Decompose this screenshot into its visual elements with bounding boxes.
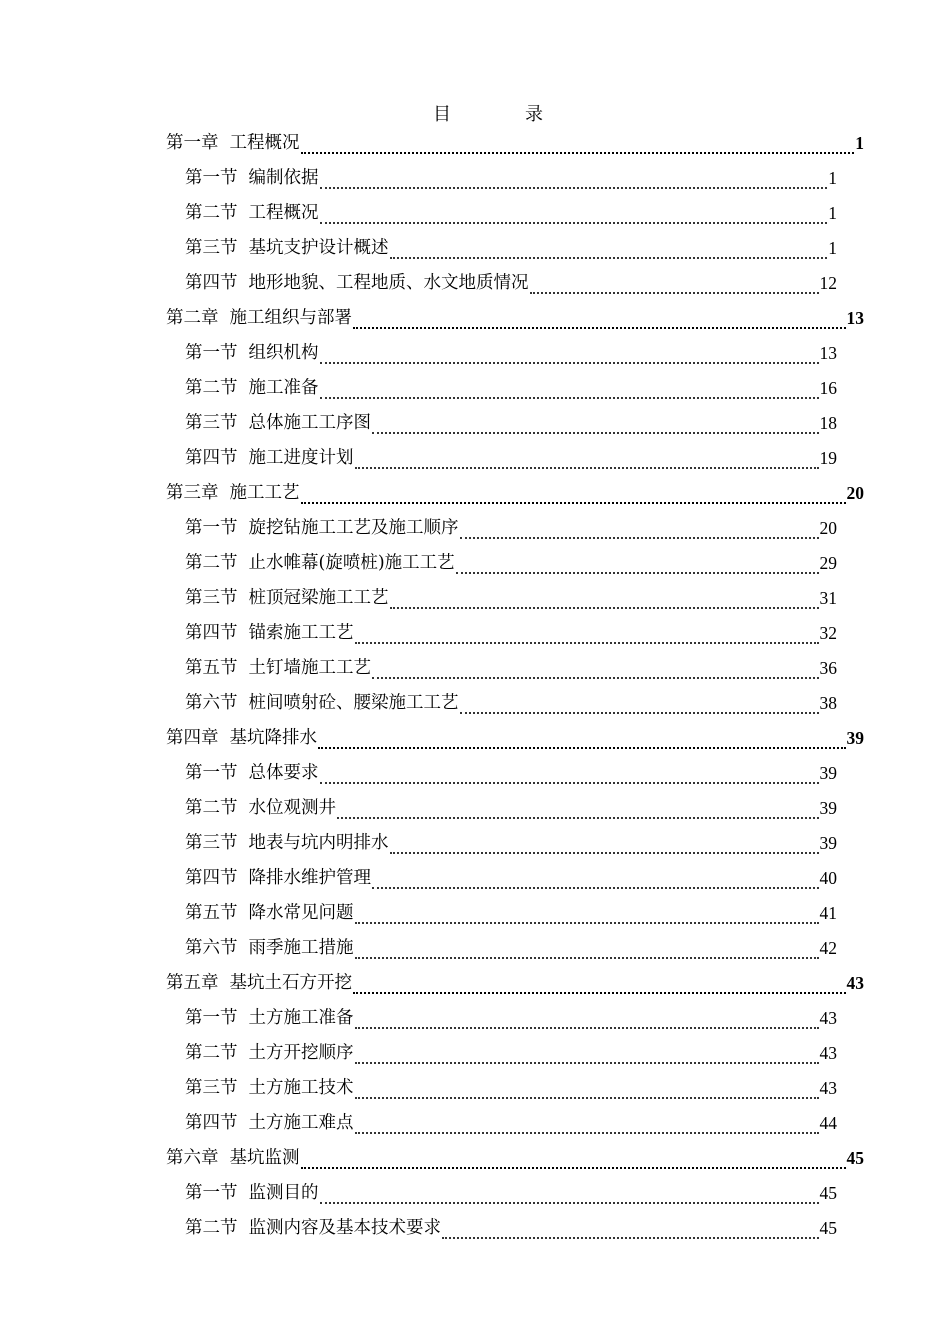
toc-entry-title: 总体要求: [248, 762, 319, 783]
toc-entry-number: 第五节: [185, 902, 238, 923]
dot-leader: [530, 291, 819, 294]
toc-entry-title: 施工准备: [248, 377, 319, 398]
toc-entry-label: [185, 1217, 441, 1239]
toc-entry-title: 地表与坑内明排水: [248, 832, 389, 853]
toc-section-entry[interactable]: [0, 860, 837, 895]
toc-page-number: 39: [819, 762, 837, 783]
toc-section-entry[interactable]: [0, 370, 837, 405]
toc-entry-label: [185, 867, 371, 889]
dot-leader: [390, 256, 828, 259]
toc-entry-number: 第二节: [185, 377, 238, 398]
toc-entry-title: 施工进度计划: [248, 447, 354, 468]
dot-leader: [320, 186, 828, 189]
toc-entry-label: [166, 482, 300, 504]
toc-page-number: 13: [846, 307, 864, 328]
toc-entry-number: 第一章: [166, 132, 219, 153]
dot-leader: [355, 1096, 819, 1099]
toc-entry-label: [166, 1147, 300, 1169]
dot-leader: [355, 956, 819, 959]
toc-page-number: 40: [819, 867, 837, 888]
toc-page-number: 19: [819, 447, 837, 468]
toc-chapter-entry[interactable]: [0, 300, 864, 335]
toc-page-number: 39: [819, 832, 837, 853]
toc-section-entry[interactable]: [0, 825, 837, 860]
toc-entry-number: 第三节: [185, 587, 238, 608]
dot-leader: [355, 1026, 819, 1029]
toc-entry-title: 降水常见问题: [248, 902, 354, 923]
toc-entry-title: 土方施工难点: [248, 1112, 354, 1133]
toc-entry-title: 施工组织与部署: [229, 307, 352, 328]
toc-entry-label: [185, 272, 529, 294]
toc-entry-number: 第二节: [185, 797, 238, 818]
toc-page-number: 38: [819, 692, 837, 713]
toc-entry-label: [185, 1042, 354, 1064]
toc-entry-title: 总体施工工序图: [248, 412, 371, 433]
toc-page-number: 41: [819, 902, 837, 923]
toc-entry-number: 第三节: [185, 412, 238, 433]
toc-page-number: 42: [819, 937, 837, 958]
dot-leader: [320, 396, 819, 399]
toc-entry-title: 编制依据: [248, 167, 319, 188]
toc-entry-number: 第一节: [185, 1007, 238, 1028]
toc-entry-label: [185, 517, 459, 539]
toc-section-entry[interactable]: [0, 790, 837, 825]
toc-section-entry[interactable]: [0, 265, 837, 300]
toc-entry-number: 第六节: [185, 692, 238, 713]
toc-entry-title: 监测内容及基本技术要求: [248, 1217, 441, 1238]
toc-section-entry[interactable]: [0, 755, 837, 790]
toc-page-number: 43: [819, 1007, 837, 1028]
toc-entry-number: 第六章: [166, 1147, 219, 1168]
dot-leader: [460, 536, 819, 539]
toc-page-number: 1: [828, 202, 837, 223]
dot-leader: [355, 1131, 819, 1134]
dot-leader: [353, 991, 846, 994]
dot-leader: [442, 1236, 819, 1239]
toc-entry-number: 第一节: [185, 1182, 238, 1203]
toc-entry-number: 第六节: [185, 937, 238, 958]
toc-entry-label: [185, 762, 319, 784]
toc-section-entry[interactable]: [0, 160, 837, 195]
toc-chapter-entry[interactable]: [0, 1140, 864, 1175]
toc-chapter-entry[interactable]: [0, 475, 864, 510]
toc-section-entry[interactable]: [0, 580, 837, 615]
toc-entry-number: 第二节: [185, 1217, 238, 1238]
toc-entry-label: [185, 622, 354, 644]
dot-leader: [390, 606, 819, 609]
toc-entry-title: 工程概况: [229, 132, 300, 153]
dot-leader: [456, 571, 819, 574]
dot-leader: [353, 326, 846, 329]
toc-section-entry[interactable]: [0, 195, 837, 230]
dot-leader: [355, 641, 819, 644]
toc-page-number: 44: [819, 1112, 837, 1133]
toc-entry-number: 第三节: [185, 237, 238, 258]
toc-page-number: 36: [819, 657, 837, 678]
toc-chapter-entry[interactable]: [0, 720, 864, 755]
toc-entry-label: [185, 237, 389, 259]
toc-page-number: 45: [846, 1147, 864, 1168]
toc-section-entry[interactable]: [0, 545, 837, 580]
toc-entry-title: 降排水维护管理: [248, 867, 371, 888]
toc-entry-title: 土钉墙施工工艺: [248, 657, 371, 678]
toc-entry-label: [185, 1077, 354, 1099]
toc-page-number: 20: [819, 517, 837, 538]
toc-entry-label: [185, 377, 319, 399]
toc-entry-number: 第三节: [185, 832, 238, 853]
toc-section-entry[interactable]: [0, 650, 837, 685]
toc-section-entry[interactable]: [0, 1070, 837, 1105]
toc-page-number: 39: [846, 727, 864, 748]
toc-section-entry[interactable]: [0, 405, 837, 440]
toc-entry-label: [185, 412, 371, 434]
dot-leader: [320, 1201, 819, 1204]
toc-entry-title: 土方施工准备: [248, 1007, 354, 1028]
toc-entry-title: 土方开挖顺序: [248, 1042, 354, 1063]
dot-leader: [301, 1166, 846, 1169]
toc-entry-number: 第四节: [185, 447, 238, 468]
toc-section-entry[interactable]: [0, 1035, 837, 1070]
toc-entry-number: 第五章: [166, 972, 219, 993]
toc-entry-number: 第二节: [185, 552, 238, 573]
toc-entry-title: 桩顶冠梁施工工艺: [248, 587, 389, 608]
toc-page-number: 43: [819, 1042, 837, 1063]
toc-entry-title: 地形地貌、工程地质、水文地质情况: [248, 272, 529, 293]
toc-entry-title: 基坑支护设计概述: [248, 237, 389, 258]
toc-title: 目 录: [433, 104, 571, 125]
toc-entry-label: [185, 167, 319, 189]
toc-section-entry[interactable]: [0, 440, 837, 475]
toc-entry-label: [185, 552, 455, 574]
toc-section-entry[interactable]: [0, 1105, 837, 1140]
toc-page-number: 39: [819, 797, 837, 818]
toc-page-number: 32: [819, 622, 837, 643]
toc-entry-label: [185, 832, 389, 854]
toc-page-number: 45: [819, 1182, 837, 1203]
toc-entry-title: 施工工艺: [229, 482, 300, 503]
toc-page-number: 31: [819, 587, 837, 608]
toc-section-entry[interactable]: [0, 895, 837, 930]
toc-entry-number: 第四节: [185, 272, 238, 293]
toc-entry-number: 第二节: [185, 202, 238, 223]
dot-leader: [320, 221, 828, 224]
toc-entry-number: 第四节: [185, 622, 238, 643]
toc-entry-title: 组织机构: [248, 342, 319, 363]
toc-section-entry[interactable]: [0, 685, 837, 720]
toc-entry-label: [185, 1112, 354, 1134]
dot-leader: [372, 431, 819, 434]
toc-page-number: 29: [819, 552, 837, 573]
toc-entry-label: [185, 797, 336, 819]
toc-entry-title: 监测目的: [248, 1182, 319, 1203]
toc-entry-title: 旋挖钻施工工艺及施工顺序: [248, 517, 459, 538]
toc-entry-title: 基坑降排水: [229, 727, 317, 748]
toc-entry-label: [185, 1182, 319, 1204]
dot-leader: [320, 361, 819, 364]
toc-chapter-entry[interactable]: [0, 965, 864, 1000]
dot-leader: [318, 746, 846, 749]
toc-entry-label: [185, 342, 319, 364]
toc-list: [0, 125, 950, 1245]
toc-entry-number: 第四章: [166, 727, 219, 748]
dot-leader: [301, 501, 846, 504]
toc-entry-label: [166, 307, 352, 329]
toc-entry-title: 基坑监测: [229, 1147, 300, 1168]
toc-entry-title: 基坑土石方开挖: [229, 972, 352, 993]
dot-leader: [320, 781, 819, 784]
toc-chapter-entry[interactable]: [0, 125, 864, 160]
toc-entry-number: 第一节: [185, 762, 238, 783]
toc-entry-number: 第三章: [166, 482, 219, 503]
toc-entry-number: 第一节: [185, 517, 238, 538]
toc-page-number: 1: [828, 167, 837, 188]
dot-leader: [390, 851, 819, 854]
toc-section-entry[interactable]: [0, 1175, 837, 1210]
toc-page-number: 43: [819, 1077, 837, 1098]
toc-entry-number: 第四节: [185, 1112, 238, 1133]
toc-entry-number: 第一节: [185, 167, 238, 188]
toc-page-number: 43: [846, 972, 864, 993]
toc-page-number: 1: [828, 237, 837, 258]
toc-page-number: 45: [819, 1217, 837, 1238]
toc-entry-label: [185, 447, 354, 469]
dot-leader: [337, 816, 819, 819]
toc-entry-number: 第二章: [166, 307, 219, 328]
toc-entry-label: [166, 972, 352, 994]
toc-section-entry[interactable]: [0, 230, 837, 265]
toc-entry-label: [185, 1007, 354, 1029]
toc-page-number: 12: [819, 272, 837, 293]
toc-entry-title: 土方施工技术: [248, 1077, 354, 1098]
toc-section-entry[interactable]: [0, 335, 837, 370]
toc-entry-number: 第二节: [185, 1042, 238, 1063]
dot-leader: [372, 676, 819, 679]
toc-entry-label: [185, 937, 354, 959]
toc-section-entry[interactable]: [0, 930, 837, 965]
toc-entry-label: [166, 132, 300, 154]
toc-page-number: 13: [819, 342, 837, 363]
toc-entry-label: [166, 727, 317, 749]
toc-entry-title: 雨季施工措施: [248, 937, 354, 958]
toc-entry-label: [185, 902, 354, 924]
dot-leader: [355, 466, 819, 469]
dot-leader: [355, 921, 819, 924]
toc-entry-title: 锚索施工工艺: [248, 622, 354, 643]
toc-entry-number: 第四节: [185, 867, 238, 888]
toc-section-entry[interactable]: [0, 1210, 837, 1245]
toc-page-number: 20: [846, 482, 864, 503]
toc-page-number: 18: [819, 412, 837, 433]
toc-section-entry[interactable]: [0, 510, 837, 545]
toc-entry-number: 第五节: [185, 657, 238, 678]
toc-entry-label: [185, 587, 389, 609]
dot-leader: [372, 886, 819, 889]
toc-entry-label: [185, 202, 319, 224]
toc-page-number: 16: [819, 377, 837, 398]
toc-entry-label: [185, 657, 371, 679]
toc-entry-title: 桩间喷射砼、腰梁施工工艺: [248, 692, 459, 713]
toc-entry-label: [185, 692, 459, 714]
toc-section-entry[interactable]: [0, 1000, 837, 1035]
toc-section-entry[interactable]: [0, 615, 837, 650]
toc-entry-title: 工程概况: [248, 202, 319, 223]
toc-entry-title: 水位观测井: [248, 797, 336, 818]
toc-entry-title: 止水帷幕(旋喷桩)施工工艺: [248, 552, 455, 573]
toc-entry-number: 第三节: [185, 1077, 238, 1098]
dot-leader: [460, 711, 819, 714]
toc-entry-number: 第一节: [185, 342, 238, 363]
dot-leader: [355, 1061, 819, 1064]
toc-page-number: 1: [855, 132, 864, 153]
dot-leader: [301, 151, 855, 154]
